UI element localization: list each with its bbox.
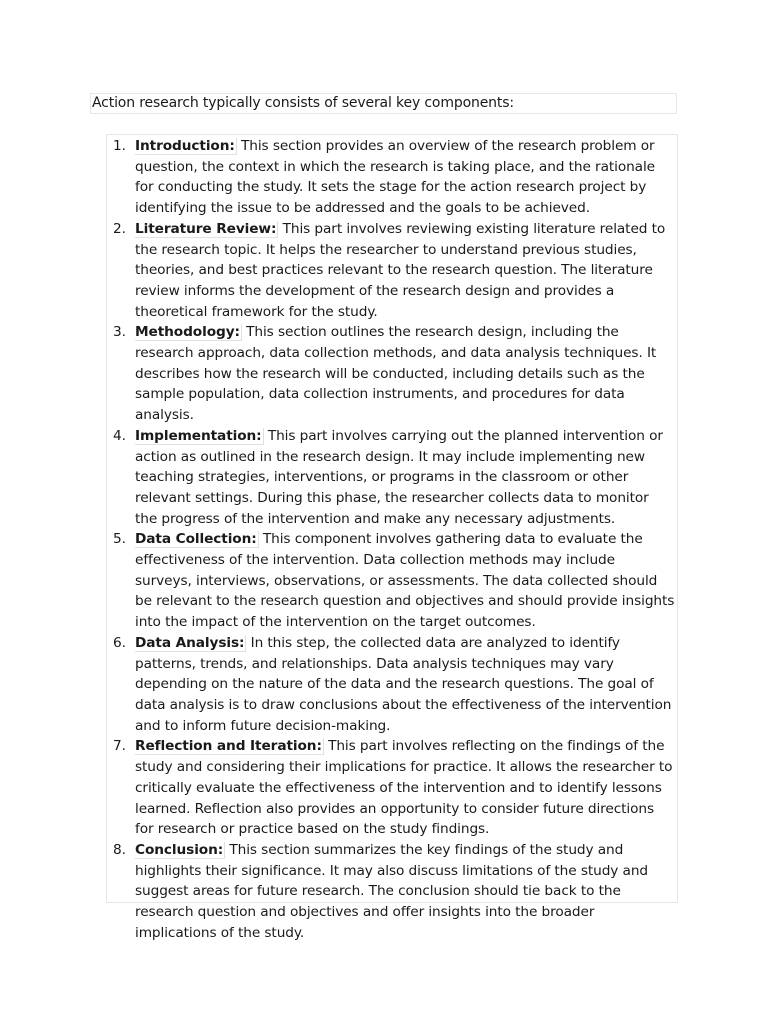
item-term: Conclusion: (135, 841, 224, 858)
item-term: Data Analysis: (135, 634, 245, 651)
item-term: Methodology: (135, 324, 240, 341)
intro-text: Action research typically consists of several key components: (92, 95, 514, 111)
components-list-box (106, 134, 678, 941)
item-text: This section summarizes the key findings of the study and highlights their significance. It may also discuss limitations of the study and suggest areas for future research. The conclusion should tie back to the research question and objectives and offer insights into the broader implications of the study. (135, 841, 648, 941)
list-item-conclusion (107, 840, 677, 944)
item-term: Introduction: (135, 138, 235, 154)
list-item-implementation (107, 426, 677, 530)
list-item-literature-review (107, 219, 677, 323)
item-text: This part involves reviewing existing literature related to the research topic. It helps the researcher to understand previous studies, theories, and best practices relevant to the research question. The literature review informs the development of the research design and provides a theoretical framework for the study. (135, 220, 666, 320)
item-text: This section outlines the research design, including the research approach, data collection methods, and data analysis techniques. It describes how the research will be conducted, including details such as the sample population, data collection instruments, and procedures for data analysis. (135, 324, 657, 424)
list-item-methodology (107, 322, 677, 426)
item-term: Data Collection: (135, 531, 257, 548)
item-number: 2. (113, 220, 126, 237)
list-item-data-analysis (107, 633, 677, 737)
list-item-data-collection (107, 529, 677, 633)
list-item-reflection-and-iteration (107, 736, 677, 840)
item-text: In this step, the collected data are analyzed to identify patterns, trends, and relationships. Data analysis techniques may vary depending on the nature of the data and the research questions. The goal of data analysis is to draw conclusions about the effectiveness of the intervention and to inform future decision-making. (135, 634, 672, 734)
item-term: Literature Review: (135, 220, 277, 237)
components-list (107, 136, 677, 943)
item-number: 3. (113, 324, 126, 341)
item-text: This part involves carrying out the planned intervention or action as outlined in the research design. It may include implementing new teaching strategies, interventions, or programs in the classroom or other relevant settings. During this phase, the researcher collects data to monitor the progress of the intervention and make any necessary adjustments. (135, 427, 663, 527)
list-item-introduction (107, 136, 677, 219)
item-text: This component involves gathering data to evaluate the effectiveness of the intervention. Data collection methods may include surveys, interviews, observations, or assessments. The data collected should be relevant to the research question and objectives and should provide insights into the impact of the intervention on the target outcomes. (135, 531, 675, 631)
item-number: 7. (113, 738, 126, 755)
item-number: 6. (113, 634, 126, 651)
item-text: This part involves reflecting on the findings of the study and considering their implications for practice. It allows the researcher to critically evaluate the effectiveness of the intervention and to identify lessons learned. Reflection also provides an opportunity to consider future directions for research or practice based on the study findings. (135, 738, 673, 838)
intro-paragraph (90, 93, 677, 114)
item-term: Reflection and Iteration: (135, 738, 322, 755)
item-term: Implementation: (135, 427, 262, 444)
item-number: 5. (113, 531, 126, 548)
item-number: 8. (113, 841, 126, 858)
item-number: 4. (113, 427, 126, 444)
item-number: 1. (113, 138, 126, 154)
item-text: This section provides an overview of the research problem or question, the context in which the research is taking place, and the rationale for conducting the study. It sets the stage for the action research project by identifying the issue to be addressed and the goals to be achieved. (135, 138, 655, 217)
